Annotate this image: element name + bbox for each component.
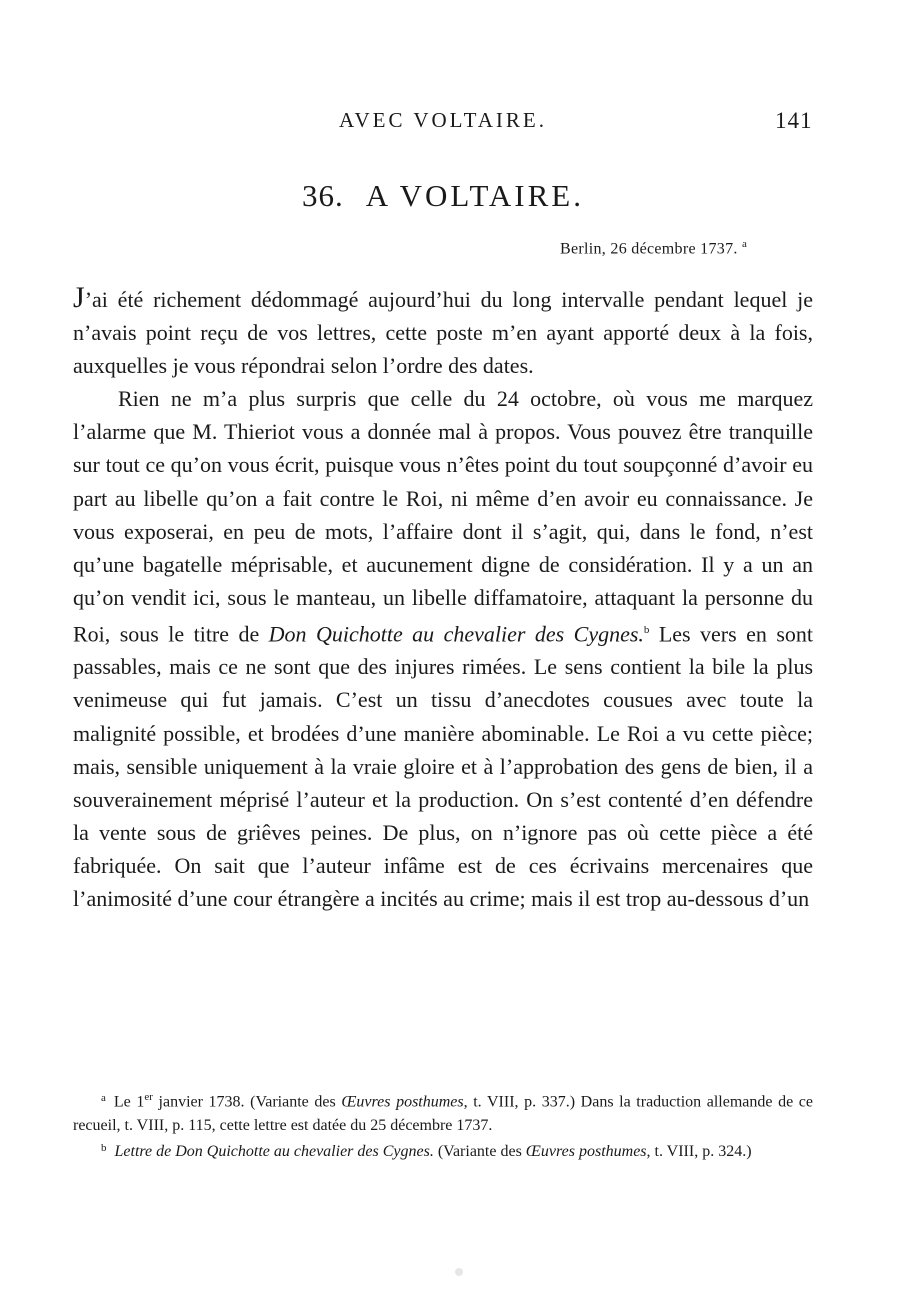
- dateline-note-marker: a: [741, 238, 748, 250]
- footnote-a: [73, 1086, 813, 1137]
- running-head: [0, 108, 900, 138]
- footnote-a-italic: Œuvres posthumes: [341, 1093, 464, 1111]
- footnote-a-marker: a: [101, 1092, 106, 1105]
- work-title-italic: Don Quichotte au chevalier des Cygnes.: [268, 621, 644, 647]
- footnote-b: [73, 1137, 813, 1164]
- letter-body: [73, 283, 813, 915]
- page-number: 141: [775, 108, 813, 133]
- drop-cap: J: [73, 281, 85, 314]
- footnote-b-italic: Œuvres posthumes: [525, 1143, 647, 1161]
- paper-smudge: [455, 1268, 463, 1276]
- footnotes: [73, 1086, 813, 1164]
- dateline: [560, 238, 747, 258]
- paragraph-2-text-b: Les vers en sont passables, mais ce ne sont que des injures rimées. Le sens contient la bile la plus venimeuse qui fut jamais. C’est un tissu d’anecdotes cousues avec toute la malignité possible, et brodées d’une manière abominable. Le Roi a vu cette pièce; mais, sensible uniquement à la vraie gloire et à l’approbation des gens de bien, il a souverainement méprisé l’auteur et la production. On s’est contenté d’en défendre la vente sous de griêves peines. De plus, on n’ignore pas où cette pièce a été fabriquée. On sait que l’auteur infâme est de ces écrivains mercenaires que l’animosité d’une cour étrangère a incités au crime; mais il est trop au-dessous d’un: [73, 621, 813, 912]
- footnote-a-text: Le 1: [113, 1093, 145, 1111]
- paragraph-2: [73, 382, 813, 915]
- letter-number: 36.: [301, 178, 344, 213]
- running-title: AVEC VOLTAIRE.: [339, 108, 547, 132]
- letter-title: A VOLTAIRE.: [365, 178, 584, 213]
- footnote-b-text: (Variante des: [433, 1143, 526, 1161]
- footnote-b-italic: Lettre de Don Quichotte au chevalier des Cygnes.: [114, 1143, 434, 1161]
- footnote-a-sup: er: [144, 1091, 153, 1103]
- footnote-a-text: , t. VIII, p. 337.) Dans la traduction allemande de ce recueil, t. VIII, p. 115, cette lettre est datée du 25 décembre 1737.: [73, 1093, 814, 1134]
- paragraph-2-text-a: Rien ne m’a plus surpris que celle du 24 octobre, où vous me marquez l’alarme que M. Thieriot vous a donnée mal à propos. Vous pouvez être tranquille sur tout ce qu’on vous écrit, puisque vous n’êtes point du tout soupçonné d’avoir eu part au libelle qu’on a fait contre le Roi, ni même d’en avoir eu connaissance. Je vous exposerai, en peu de mots, l’affaire dont il s’agit, qui, dans le fond, n’est qu’une bagatelle méprisable, et aucunement digne de considération. Il y a un an qu’on vendit ici, sous le manteau, un libelle diffamatoire, attaquant la personne du Roi, sous le titre de: [73, 386, 813, 647]
- footnote-a-text: janvier 1738. (Variante des: [152, 1093, 342, 1111]
- footnote-b-text: , t. VIII, p. 324.): [646, 1143, 752, 1161]
- paragraph-1: [73, 283, 813, 382]
- paragraph-1-text: ’ai été richement dédommagé aujourd’hui du long intervalle pendant lequel je n’avais point reçu de vos lettres, cette poste m’en ayant apporté deux à la fois, auxquelles je vous répondrai selon l’ordre des dates.: [73, 287, 813, 379]
- dateline-text: Berlin, 26 décembre 1737.: [560, 240, 738, 258]
- body-note-marker-b: b: [643, 623, 650, 636]
- letter-heading: [0, 178, 886, 214]
- footnote-b-marker: b: [101, 1142, 107, 1155]
